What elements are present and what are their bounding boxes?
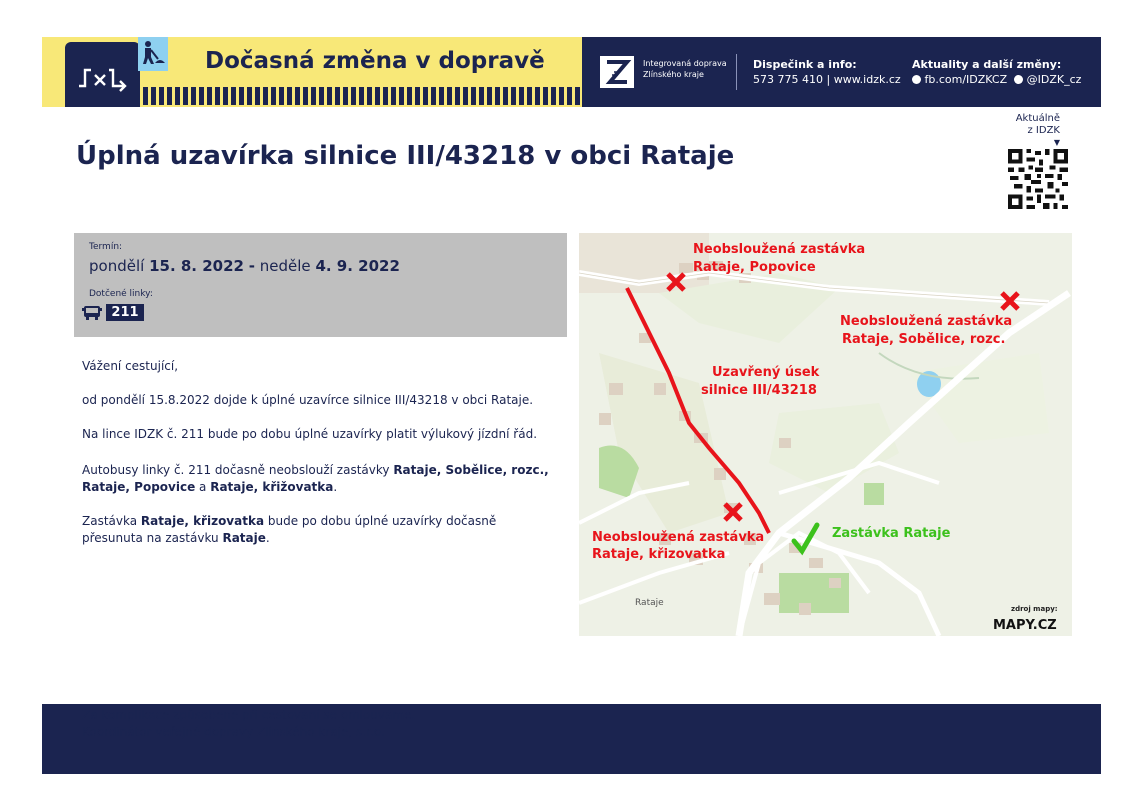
text-run: Autobusy linky č. 211 dočasně neobslouží zastávky [82,463,394,477]
idzk-logo [600,56,634,88]
qr-code[interactable] [1008,149,1068,209]
footer-line: Za komplikace způsobené při cestování se omlouváme. [82,708,416,722]
twitter-link[interactable]: @IDZK_cz [1026,73,1082,86]
facebook-link[interactable]: fb.com/IDZKCZ [924,73,1008,86]
updates-heading: Aktuality a další změny: [912,58,1062,71]
stop-name: Rataje, Popovice [82,480,196,494]
unserved-stop-sobelice: Rataje, Sobělice, rozc. [842,332,1006,347]
paragraph: od pondělí 15.8.2022 dojde k úplné uzavírce silnice III/43218 v obci Rataje. [82,393,534,407]
text-run: . [265,531,270,545]
unserved-stop-krizovatka: Neobsloužená zastávka [592,530,765,545]
active-stop-rataje: Zastávka Rataje [832,526,951,541]
lines-label: Dotčené linky: [89,289,153,299]
footer [82,707,415,741]
paragraph [82,462,552,496]
unserved-stop-popovice: Rataje, Popovice [693,260,816,275]
unserved-stop-krizovatka: Rataje, křizovatka [592,547,726,562]
text-run: Zastávka [82,514,141,528]
unserved-stop-popovice: Neobsloužená zastávka [693,242,866,257]
term-dates [89,257,400,275]
stop-name: Rataje [222,531,266,545]
dispatch-web-link[interactable]: www.idzk.cz [833,73,901,86]
paragraph: Na lince IDZK č. 211 bude po dobu úplné uzavírky platit výlukový jízdní řád. [82,427,538,441]
qr-label-line: z IDZK [1027,125,1060,136]
stop-name: Rataje, křizovatka [140,514,265,528]
brand-line: Integrovaná doprava [643,59,727,68]
stripes-decoration [143,87,580,105]
road-worker-icon [138,37,168,71]
date-dash: - [248,257,255,275]
map-source-label: zdroj mapy: [1011,605,1058,613]
footer-line: Koordinátor veřejné dopravy Zlínského kraje, s.r.o. [82,725,385,739]
dispatch-info [753,57,901,87]
text-run: a [195,480,211,494]
text-run: přesunuta na zastávku [82,531,223,545]
end-date: 4. 9. 2022 [315,257,400,275]
poster-frame [42,37,1101,774]
info-box [74,233,567,337]
closed-section-label: silnice III/43218 [701,383,817,398]
stop-name: Rataje, Sobělice, rozc. [393,463,545,477]
dispatch-phone[interactable]: 573 775 410 [753,73,823,86]
mapy-cz-logo: MAPY.CZ [993,618,1057,633]
brand-line: Zlínského kraje [643,70,704,79]
contact-header [582,37,1101,107]
term-label: Termín: [89,242,123,252]
page-title: Úplná uzavírka silnice III/43218 v obci Rataje [76,141,735,171]
dispatch-heading: Dispečink a info: [753,58,857,71]
start-day: pondělí [89,257,145,275]
greeting: Vážení cestující, [82,359,179,373]
stop-name: Rataje, křižovatka [210,480,334,494]
village-label: Rataje [635,598,664,608]
arrow-down-icon: ▼ [1053,138,1060,147]
detour-sign-icon [65,42,140,114]
updates-info [912,57,1081,87]
unserved-stop-sobelice: Neobsloužená zastávka [840,314,1013,329]
paragraph [82,513,552,547]
text-run: , [544,463,549,477]
facebook-icon [912,75,921,84]
text-run: . [333,480,338,494]
text-run: bude po dobu úplné uzavírky dočasně [264,514,497,528]
brand-name [643,58,727,80]
closure-map [579,233,1072,636]
line-badge: 211 [106,304,144,321]
end-day: neděle [259,257,311,275]
qr-label [996,113,1060,149]
bus-icon [82,305,102,321]
separator: | [826,73,831,86]
start-date: 15. 8. 2022 [149,257,244,275]
headline: Dočasná změna v dopravě [205,48,545,74]
qr-label-line: Aktuálně [1015,113,1060,124]
closed-section-label: Uzavřený úsek [712,365,820,380]
divider [736,54,737,90]
twitter-icon [1014,75,1023,84]
poster-body [42,107,1101,739]
